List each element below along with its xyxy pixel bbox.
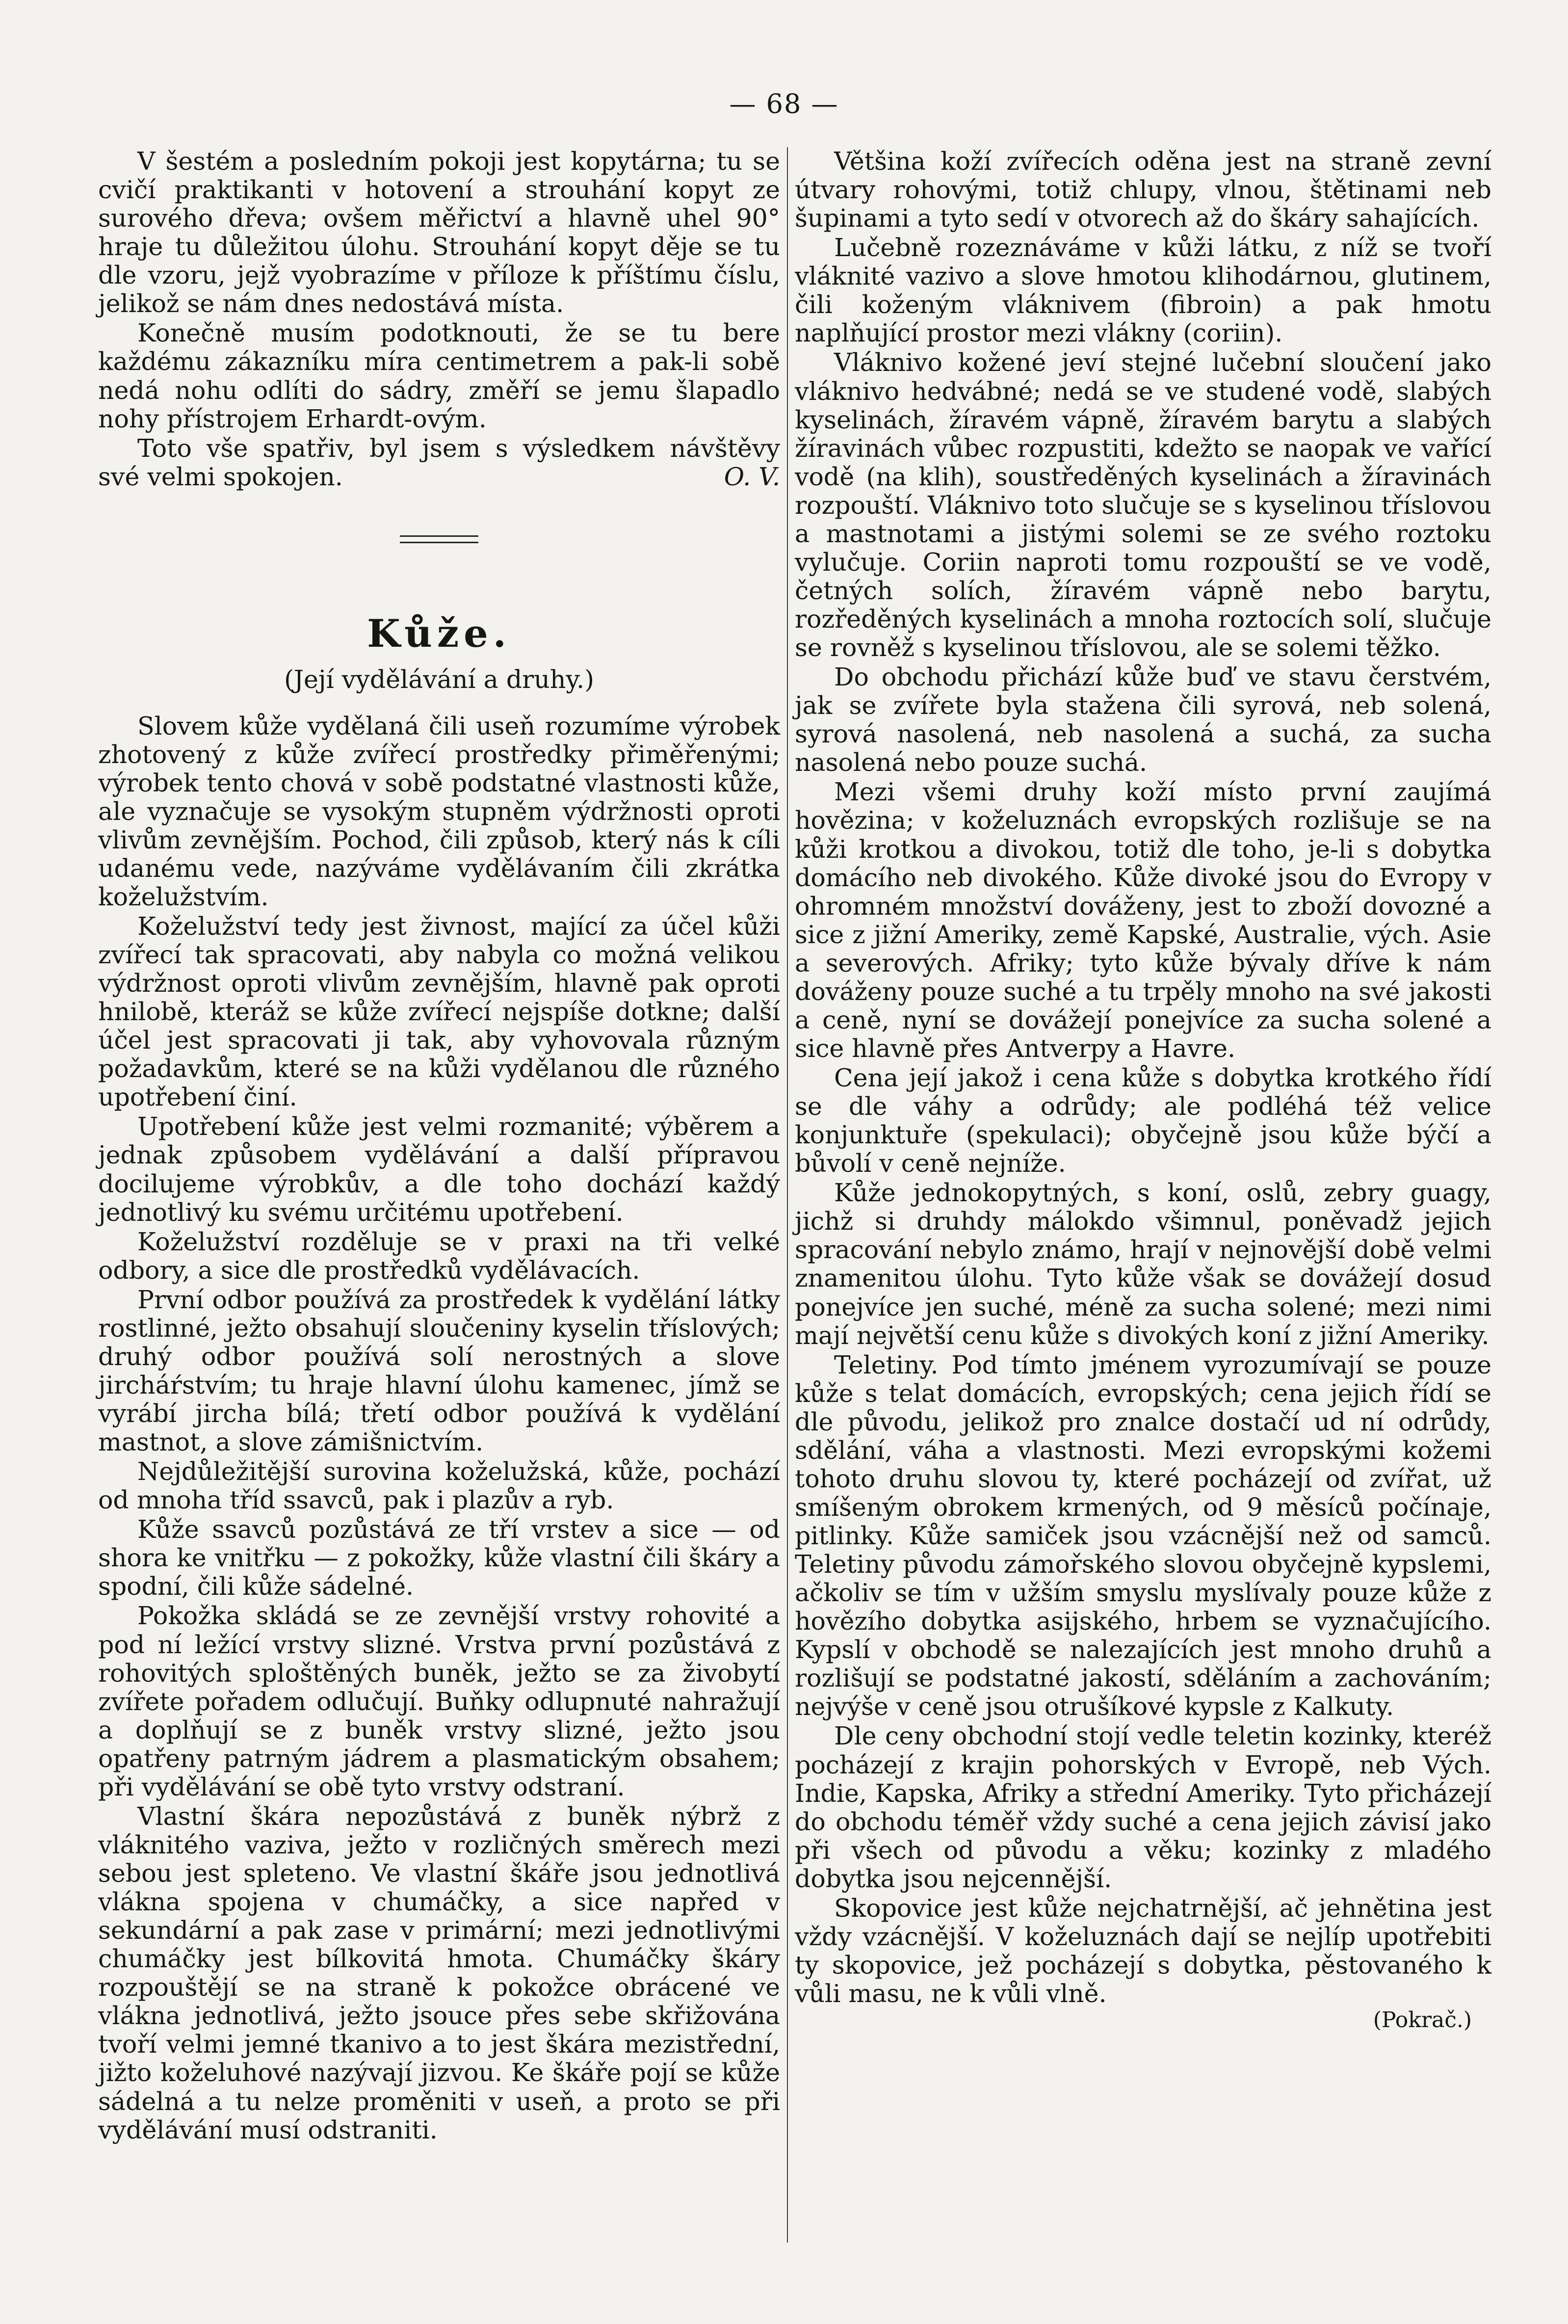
paragraph-surovina: Nejdůležitější surovina koželužská, kůže, pochází od mnoha tříd ssavců, pak i plazův a ryb. bbox=[98, 1457, 780, 1515]
paragraph-upotrebeni: Upotřebení kůže jest velmi rozmanité; výběrem a jednak způsobem vydělávání a další přípravou docilujeme výrobkův, a dle toho dochází každý jednotlivý ku svému určitému upotřebení. bbox=[98, 1112, 780, 1227]
paragraph-conclusion bbox=[98, 434, 780, 491]
paragraph-hovezina: Mezi všemi druhy koží místo první zaujímá hovězina; v koželuznách evropských rozlišuje se na kůži krotkou a divokou, totiž dle toho, je-li s dobytka domácího neb divokého. Kůže divoké jsou do Evropy v ohromném množství dováženy, jest to zboží dovozné a sice z jižní Ameriky, země Kapské, Australie, vých. Asie a severových. Afriky; tyto kůže bývaly dříve k nám dováženy pouze suché a tu trpěly mnoho na své jakosti a ceně, nyní se dovážejí ponejvíce za sucha solené a sice hlavně přes Antverpy a Havre. bbox=[795, 777, 1491, 1063]
paragraph-kozinky: Dle ceny obchodní stojí vedle teletin kozinky, kteréž pocházejí z krajin pohorských v Evropě, neb Vých. Indie, Kapska, Afriky a střední Ameriky. Tyto přicházejí do obchodu téměř vždy suché a cena jejich závisí jako při všech od původu a věku; kozinky z mladého dobytka jsou nejcennější. bbox=[795, 1721, 1491, 1893]
paragraph-lucebne: Lučebně rozeznáváme v kůži látku, z níž se tvoří vláknité vazivo a slove hmotou klihodárnou, glutinem, čili koženým vláknivem (fibroin) a pak hmotu naplňující prostor mezi vlákny (coriin). bbox=[795, 233, 1491, 348]
paragraph-vrstvy: Kůže ssavců pozůstává ze tří vrstev a sice — od shora ke vnitřku — z pokožky, kůže vlastní čili škáry a spodní, čili kůže sádelné. bbox=[98, 1515, 780, 1601]
paragraph-prvni-odbor: První odbor používá za prostředek k vydělání látky rostlinné, ježto obsahují sloučeniny kyselin tříslových; druhý odbor používá solí nerostných a slove jircháŕstvím; tu hraje hlavní úlohu kamenec, jímž se vyrábí jircha bílá; třetí odbor používá k vydělání mastnot, a slove zámišnictvím. bbox=[98, 1285, 780, 1457]
separator-line bbox=[400, 535, 478, 537]
conclusion-text: Toto vše spatřiv, byl jsem s výsledkem návštěvy své velmi spokojen. bbox=[98, 433, 780, 491]
right-column bbox=[795, 147, 1491, 2033]
paragraph-mira: Konečně musím podotknouti, že se tu bere každému zákazníku míra centimetrem a pak-li sobě nedá nohu odlíti do sádry, změří se jemu šlapadlo nohy přístrojem Erhardt-ovým. bbox=[98, 318, 780, 433]
signature: O. V. bbox=[724, 462, 780, 491]
paragraph-utvary: Většina koží zvířecích oděna jest na straně zevní útvary rohovými, totiž chlupy, vlnou, štětinami neb šupinami a tyto sedí v otvorech až do škáry sahajících. bbox=[795, 147, 1491, 233]
paragraph-vlaknivo: Vláknivo kožené jeví stejné lučební sloučení jako vláknivo hedvábné; nedá se ve studené vodě, slabých kyselinách, žíravém vápně, žíravém barytu a slabých žíravinách vůbec rozpustiti, kdežto se naopak ve vařící vodě (na klih), soustředěných kyselinách a žíravinách rozpouští. Vláknivo toto slučuje se s kyselinou tříslovou a mastnotami a jistými solemi se ze svého roztoku vylučuje. Coriin naproti tomu rozpouští se ve vodě, četných solích, žíravém vápně nebo barytu, rozředěných kyselinách a mnoha roztocích solí, slučuje se rovněž s kyselinou tříslovou, ale se solemi těžko. bbox=[795, 348, 1491, 662]
separator-line bbox=[400, 542, 478, 543]
column-divider bbox=[787, 147, 788, 2243]
paragraph-skopovice: Skopovice jest kůže nejchatrnější, ač jehnětina jest vždy vzácnější. V koželuznách dají se nejlíp upotřebiti ty skopovice, jež pocházejí s dobytka, pěstovaného k vůli masu, ne k vůli vlně. bbox=[795, 1893, 1491, 2008]
paragraph-odbory: Koželužství rozděluje se v praxi na tři velké odbory, a sice dle prostředků vydělávacích. bbox=[98, 1227, 780, 1285]
paragraph-cena: Cena její jakož i cena kůže s dobytka krotkého řídí se dle váhy a odrůdy; ale podléhá též velice konjunktuře (spekulaci); obyčejně jsou kůže býčí a bůvolí v ceně nejníže. bbox=[795, 1063, 1491, 1178]
paragraph-pokozka: Pokožka skládá se ze zevnější vrstvy rohovité a pod ní ležící vrstvy slizné. Vrstva první pozůstává z rohovitých sploštěných buněk, ježto se za živobytí zvířete pořadem odlučují. Buňky odlupnuté nahražují a doplňují se z buněk vrstvy slizné, ježto jsou opatřeny patrným jádrem a plasmatickým obsahem; při vydělávání se obě tyto vrstvy odstraní. bbox=[98, 1601, 780, 1801]
section-separator bbox=[98, 535, 780, 543]
left-column bbox=[98, 147, 780, 2144]
paragraph-jednokopytni: Kůže jednokopytných, s koní, oslů, zebry guagy, jichž si druhdy málokdo všimnul, poněvadž jejich spracování nebylo známo, hrají v nejnovější době velmi znamenitou úlohu. Tyto kůže však se dovážejí dosud ponejvíce jen suché, méně za sucha solené; mezi nimi mají největší cenu kůže s divokých koní z jižní Ameriky. bbox=[795, 1178, 1491, 1350]
paragraph-obchod: Do obchodu přichází kůže buď ve stavu čerstvém, jak se zvířete byla stažena čili syrová, neb solená, syrová nasolená, neb nasolená a suchá, za sucha nasolená nebo pouze suchá. bbox=[795, 662, 1491, 777]
article-subtitle: (Její vydělávání a druhy.) bbox=[284, 665, 594, 694]
continued-note: (Pokrač.) bbox=[1373, 2007, 1472, 2033]
paragraph-teletiny: Teletiny. Pod tímto jménem vyrozumívají se pouze kůže s telat domácích, evropských; cena jejich řídí se dle původu, jelikož pro znalce dostačí ud ní odrůdy, sdělání, váha a vlastnosti. Mezi evropskými kožemi tohoto druhu slovou ty, které pocházejí od zvířat, už smíšeným obrokem krmených, od 9 měsíců počínaje, pitlinky. Kůže samiček jsou vzácnější než od samců. Teletiny původu zámořského slovou obyčejně kypslemi, ačkoliv se tím v užším smyslu myslívaly pouze kůže z hovězího dobytka asijského, hrbem se vyznačujícího. Kypslí v obchodě se nalezajících jest mnoho druhů a rozlišují se podstatné jakostí, sděláním a zachováním; nejvýše v ceně jsou otrušíkové kypsle z Kalkuty. bbox=[795, 1350, 1491, 1721]
paragraph-definition: Slovem kůže vydělaná čili useň rozumíme výrobek zhotovený z kůže zvířecí prostředky přiměřenými; výrobek tento chová v sobě podstatné vlastnosti kůže, ale vyznačuje se vysokým stupněm výdržnosti oproti vlivům zevnějším. Pochod, čili způsob, který nás k cíli udanému vede, nazýváme vydělávaním čili zkrátka koželužstvím. bbox=[98, 711, 780, 911]
paragraph-skara: Vlastní škára nepozůstává z buněk nýbrž z vláknitého vaziva, ježto v rozličných směrech mezi sebou jest spleteno. Ve vlastní škáře jsou jednotlivá vlákna spojena v chumáčky, a sice napřed v sekundární a pak zase v primární; mezi jednotlivými chumáčky jest bílkovitá hmota. Chumáčky škáry rozpouštějí se na straně k pokožce obrácené ve vlákna jednotlivá, ježto jsouce přes sebe skřižována tvoří velmi jemné tkanivo a to jest škára mezistřední, jižto koželuhové nazývají jizvou. Ke škáře pojí se kůže sádelná a tu nelze proměniti v useň, a proto se při vydělávání musí odstraniti. bbox=[98, 1801, 780, 2144]
page-number: — 68 — bbox=[729, 88, 839, 119]
paragraph-kopytarna: V šestém a posledním pokoji jest kopytárna; tu se cvičí praktikanti v hotovení a strouhání kopyt ze surového dřeva; ovšem měřictví a hlavně uhel 90° hraje tu důležitou úlohu. Strouhání kopyt děje se tu dle vzoru, jejž vyobrazíme v příloze k příštímu číslu, jelikož se nám dnes nedostává místa. bbox=[98, 147, 780, 318]
paragraph-kozeluzstvi: Koželužství tedy jest živnost, mající za účel kůži zvířecí tak spracovati, aby nabyla co možná velikou výdržnost oproti vlivům zevnějším, hlavně pak oproti hnilobě, kteráž se kůže zvířecí nejspíše dotkne; další účel jest spracovati ji tak, aby vyhovovala různým požadavkům, které se na kůži vydělanou dle různého upotřebení činí. bbox=[98, 911, 780, 1112]
article-title: Kůže. bbox=[367, 611, 511, 656]
